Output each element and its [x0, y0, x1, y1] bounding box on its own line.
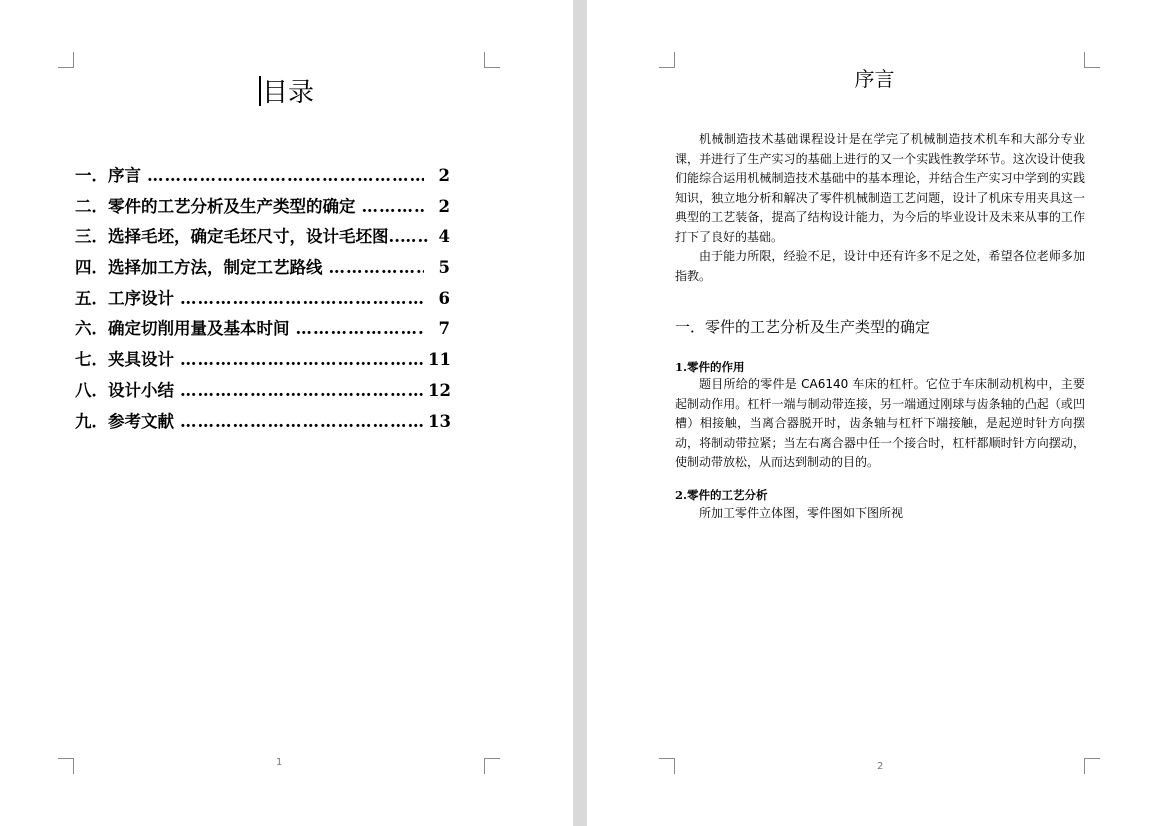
toc-entry-number: 五． [75, 288, 108, 308]
toc-entry-label: 选择毛坯，确定毛坯尺寸，设计毛坯图.. [108, 227, 400, 247]
toc-entry-number: 七． [75, 350, 108, 370]
toc-entry-label: 序言 [108, 166, 141, 185]
toc-entry-number: 一． [75, 166, 108, 185]
section-heading: 一．零件的工艺分析及生产类型的确定 [675, 318, 931, 336]
toc-list [75, 162, 450, 438]
toc-leader-dots [296, 319, 425, 338]
toc-entry-page: 6 [438, 288, 450, 308]
crop-mark-top-left [659, 52, 675, 68]
toc-entry-page: 2 [438, 166, 450, 185]
toc-entry-label: 选择加工方法，制定工艺路线 [108, 258, 323, 278]
toc-entry-number: 六． [75, 319, 108, 339]
crop-mark-bottom-right [1084, 758, 1100, 774]
toc-entry-page: 13 [428, 411, 451, 431]
toc-entry-page: 4 [438, 227, 450, 247]
toc-leader-dots [362, 197, 425, 216]
toc-page [0, 0, 573, 826]
toc-leader-dots [180, 381, 424, 400]
subsection-body [675, 504, 1085, 524]
toc-entry-number: 八． [75, 380, 108, 400]
preface-body [675, 130, 1085, 286]
toc-entry-label: 工序设计 [108, 288, 174, 308]
toc-entry[interactable] [75, 223, 450, 254]
subsection-body [675, 375, 1085, 473]
paragraph: 由于能力所限，经验不足，设计中还有许多不足之处，希望各位老师多加指教。 [675, 249, 1085, 283]
paragraph: 所加工零件立体图，零件图如下图所视 [699, 506, 904, 520]
toc-entry-page: 7 [438, 319, 450, 339]
subsection-heading: 1.零件的作用 [675, 360, 745, 374]
toc-entry-label: 夹具设计 [108, 350, 174, 370]
crop-mark-bottom-left [659, 758, 675, 774]
paragraph: 题目所给的零件是 CA6140 车床的杠杆。它位于车床制动机构中，主要起制动作用。杠杆一端与制动带连接，另一端通过刚球与齿条轴的凸起（或凹槽）相接触，当离合器脱开时，齿条轴与杠杆下端接触，是起逆时针方向摆动，将制动带拉紧；当左右离合器中任一个接合时，杠杆都顺时针方向摆动，使制动带放松，从而达到制动的目的。 [675, 377, 1085, 469]
toc-entry[interactable] [75, 315, 450, 346]
toc-title[interactable] [0, 72, 573, 109]
paragraph: 机械制造技术基础课程设计是在学完了机械制造技术机车和大部分专业课，并进行了生产实习的基础上进行的又一个实践性教学环节。这次设计使我们能综合运用机械制造技术基础中的基本理论，并结合生产实习中学到的实践知识，独立地分析和解决了零件机械制造工艺问题，设计了机床专用夹具这一典型的工艺装备，提高了结构设计能力，为今后的毕业设计及未来从事的工作打下了良好的基础。 [675, 132, 1085, 244]
toc-leader-dots [180, 412, 424, 431]
toc-entry-page: 2 [438, 196, 450, 216]
page-gutter [573, 0, 587, 826]
crop-mark-bottom-left [58, 758, 74, 774]
toc-entry[interactable] [75, 285, 450, 316]
toc-entry-page: 12 [428, 380, 451, 400]
toc-entry-label: 确定切削用量及基本时间 [108, 319, 290, 339]
toc-entry-label: 参考文献 [108, 411, 174, 431]
toc-entry[interactable] [75, 193, 450, 224]
page-number: 2 [877, 761, 884, 772]
crop-mark-top-right [1084, 52, 1100, 68]
preface-title: 序言 [854, 67, 895, 91]
toc-entry[interactable] [75, 346, 450, 377]
toc-entry-number: 九． [75, 411, 108, 431]
toc-title-text: 目录 [261, 78, 314, 108]
toc-leader-dots [147, 166, 424, 185]
crop-mark-top-right [484, 52, 500, 68]
toc-leader-dots [329, 258, 425, 277]
toc-entry[interactable] [75, 408, 450, 439]
toc-leader-dots [180, 350, 424, 369]
crop-mark-bottom-right [484, 758, 500, 774]
toc-entry-label: 设计小结 [108, 380, 174, 400]
toc-entry[interactable] [75, 377, 450, 408]
toc-entry[interactable] [75, 162, 450, 193]
toc-leader-dots [180, 289, 424, 308]
toc-entry-number: 四． [75, 258, 108, 278]
crop-mark-top-left [58, 52, 74, 68]
toc-entry-number: 二． [75, 196, 108, 216]
text-cursor [259, 76, 261, 106]
toc-leader-dots [400, 227, 428, 246]
toc-entry-number: 三． [75, 227, 108, 247]
page-number: 1 [276, 757, 283, 768]
toc-entry-page: 11 [428, 350, 451, 370]
toc-entry-label: 零件的工艺分析及生产类型的确定 [108, 196, 356, 216]
subsection-heading: 2.零件的工艺分析 [675, 488, 768, 502]
toc-entry[interactable] [75, 254, 450, 285]
preface-page [587, 0, 1162, 826]
toc-entry-page: 5 [438, 258, 450, 278]
